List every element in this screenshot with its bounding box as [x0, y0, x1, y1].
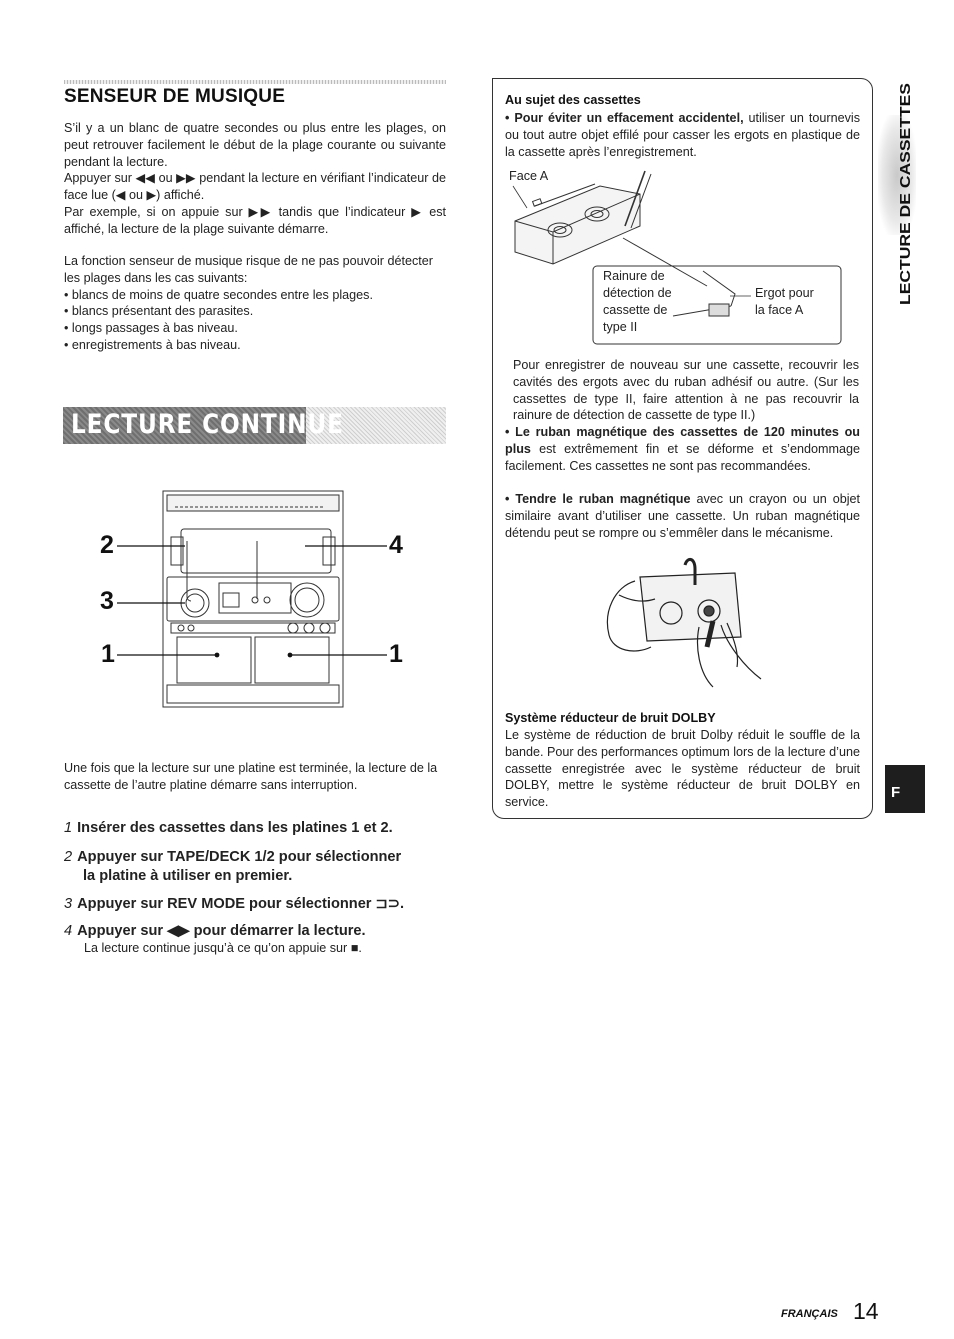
ergot-line: la face A	[755, 303, 804, 317]
section-banner-continue	[63, 407, 446, 444]
list-item: • longs passages à bas niveau.	[64, 321, 238, 336]
step-number: 2	[64, 849, 73, 865]
musique-paragraph: S’il y a un blanc de quatre secondes ou plus entre les plages, on peut retrouver facilement le début de la plage courante ou suivante pendant la lecture.	[64, 121, 446, 169]
cassettes-paragraph: Pour enregistrer de nouveau sur une cassette, recouvrir les cavités des ergots avec du ruban adhésif ou autre. (Sur les cassettes de type II, faire attention à ne pas recouvrir la rainure de détection de cassette de type II.)	[513, 358, 859, 423]
footer-language: FRANÇAIS	[781, 1308, 838, 1320]
rainure-line: Rainure de	[603, 269, 665, 283]
list-item: • blancs de moins de quatre secondes entre les plages.	[64, 287, 373, 302]
bullet-text: avec un crayon ou un objet similaire avant d’utiliser une cassette. Un ruban magnétique détendu peut se rompre ou s’emmêler dans le mécanisme.	[505, 492, 860, 540]
rainure-line: cassette de	[603, 303, 668, 317]
step-text: Insérer des cassettes dans les platines 1 et 2.	[77, 820, 393, 836]
cassette-drawing	[505, 166, 855, 356]
bullet-text: utiliser un tournevis ou tout autre objet effilé pour casser les ergots en plastique de la cassette après l’enregistrement.	[505, 111, 861, 159]
step-4	[64, 922, 464, 941]
list-item: • blancs présentant des parasites.	[64, 304, 254, 319]
musique-paragraph: La fonction senseur de musique risque de ne pas pouvoir détecter les plages dans les cas suivants:	[64, 254, 433, 285]
step-3	[64, 895, 464, 914]
bullet-heading: • Le ruban magnétique des cassettes de 120 minutes ou plus	[505, 425, 860, 456]
step-number: 3	[64, 896, 73, 912]
cassette-illustration	[505, 166, 855, 356]
language-tab: F	[885, 765, 925, 813]
rainure-line: détection de	[603, 286, 672, 300]
musique-paragraph: Par exemple, si on appuie sur ▶▶ tandis que l’indicateur ▶ est affiché, la lecture de la plage suivante démarre.	[64, 204, 446, 236]
bullet-heading: • Tendre le ruban magnétique	[505, 492, 691, 506]
cassettes-bullet-3	[505, 491, 860, 541]
section-title-musique: SENSEUR DE MUSIQUE	[64, 86, 286, 107]
face-a-label: Face A	[509, 169, 549, 183]
cassettes-bullet-1	[505, 110, 860, 160]
page-number: 14	[853, 1298, 879, 1324]
step-text: Appuyer sur REV MODE pour sélectionner ⊐⊃.	[77, 896, 405, 912]
hands-drawing	[595, 555, 775, 695]
step-text: Appuyer sur TAPE/DECK 1/2 pour sélectionner	[77, 849, 402, 865]
bullet-text: est extrêmement fin et se déforme et s’endommage facilement. Ces cassettes ne sont pas recommandées.	[505, 441, 860, 473]
ergot-line: Ergot pour	[755, 286, 814, 300]
callout-2: 2	[100, 531, 114, 559]
continue-intro: Une fois que la lecture sur une platine est terminée, la lecture de la cassette de l’autre platine démarre sans interruption.	[64, 761, 438, 792]
step-1	[64, 819, 464, 838]
callout-4: 4	[389, 531, 403, 559]
stereo-deck-illustration	[95, 485, 415, 715]
step-number: 4	[64, 923, 73, 939]
step-text-continued: la platine à utiliser en premier.	[83, 868, 293, 884]
step-text: Appuyer sur ◀▶ pour démarrer la lecture.	[77, 923, 366, 939]
side-label-text: LECTURE DE CASSETTES	[897, 114, 914, 305]
step-4-note: La lecture continue jusqu’à ce qu’on appuie sur ■.	[84, 941, 362, 955]
side-section-label	[891, 80, 917, 310]
dolby-title: Système réducteur de bruit DOLBY	[505, 711, 716, 725]
callout-1-right: 1	[389, 640, 403, 668]
step-number: 1	[64, 820, 73, 836]
section-rule	[64, 80, 446, 84]
callout-3: 3	[100, 587, 114, 615]
rainure-line: type II	[603, 320, 638, 334]
step-2	[64, 848, 464, 886]
hands-pencil-illustration	[595, 555, 775, 695]
rainure-label	[603, 268, 672, 336]
side-label-svg	[891, 80, 917, 310]
banner-title: LECTURE CONTINUE	[71, 409, 344, 440]
musique-body	[64, 120, 446, 238]
cassettes-title: Au sujet des cassettes	[505, 93, 641, 107]
callout-1-left: 1	[101, 640, 115, 668]
musique-paragraph: Appuyer sur ◀◀ ou ▶▶ pendant la lecture en vérifiant l’indicateur de face lue (◀ ou ▶) affiché.	[64, 171, 446, 203]
bullet-heading: • Pour éviter un effacement accidentel,	[505, 111, 744, 125]
stereo-deck-drawing	[95, 485, 415, 715]
dolby-body: Le système de réduction de bruit Dolby réduit le souffle de la bande. Pour des performances optimum lors de la lecture d’une cassette enregistrée avec le système réducteur de bruit DOLBY, mettre le système réducteur de bruit DOLBY en service.	[505, 728, 860, 810]
ergot-label	[755, 285, 814, 319]
musique-limits	[64, 253, 446, 354]
list-item: • enregistrements à bas niveau.	[64, 337, 241, 352]
cassettes-bullet-2	[505, 424, 860, 474]
